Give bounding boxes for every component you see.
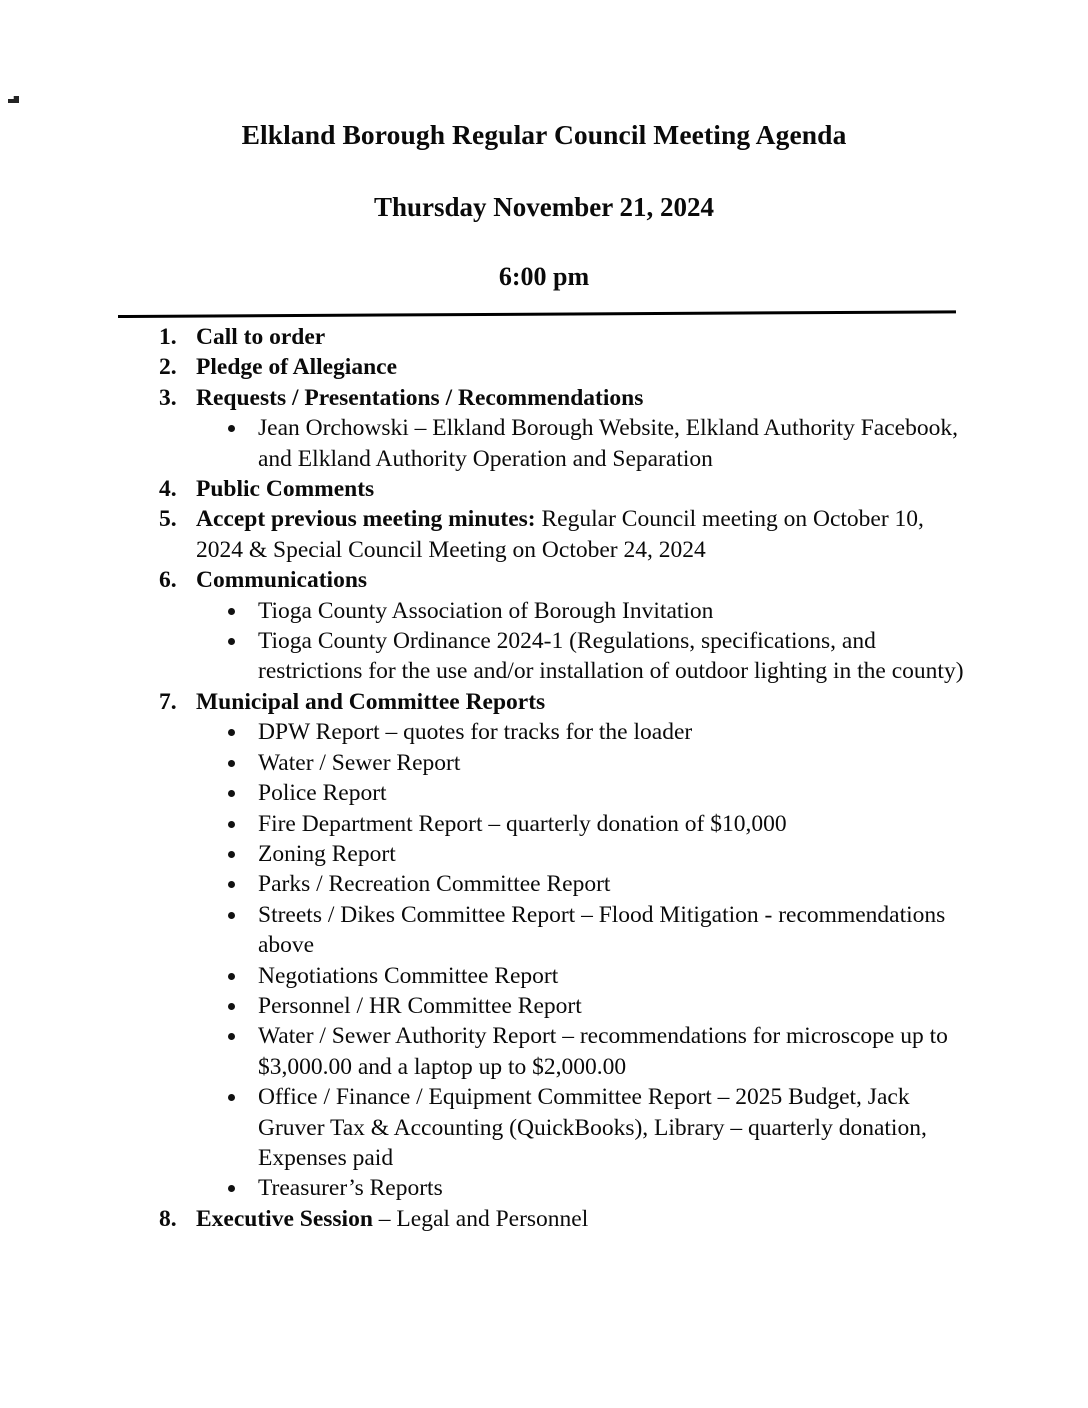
agenda-subitem <box>196 626 1088 687</box>
agenda-subitem <box>196 1173 1088 1203</box>
agenda-subitem-text: Office / Finance / Equipment Committee Report – 2025 Budget, Jack Gruver Tax & Accounting (QuickBooks), Library – quarterly donation, Expenses paid <box>258 1084 927 1171</box>
agenda-subitem <box>196 717 1088 747</box>
bullet-icon <box>228 821 235 828</box>
agenda-item <box>0 504 1088 565</box>
agenda-item <box>0 352 1088 382</box>
agenda-item-text <box>196 383 1088 413</box>
agenda-subitem-list <box>196 596 1088 687</box>
agenda-item <box>0 474 1088 504</box>
agenda-item-heading: Public Comments <box>196 476 375 503</box>
agenda-item <box>0 322 1088 352</box>
agenda-item <box>0 687 1088 1204</box>
document-header <box>0 0 1088 293</box>
bullet-icon <box>228 912 235 919</box>
agenda-subitem <box>196 809 1088 839</box>
bullet-icon <box>228 790 235 797</box>
bullet-icon <box>228 973 235 980</box>
agenda-item-list <box>0 322 1088 1234</box>
agenda-item-text <box>196 687 1088 717</box>
agenda-item-heading: Requests / Presentations / Recommendations <box>196 384 644 411</box>
agenda-item-number: 5. <box>159 506 177 533</box>
bullet-icon <box>228 1033 235 1040</box>
agenda-item-number: 7. <box>159 688 177 715</box>
agenda-item-number: 8. <box>159 1205 177 1232</box>
page-title: Elkland Borough Regular Council Meeting Agenda <box>241 119 847 150</box>
agenda-subitem-text: Tioga County Ordinance 2024-1 (Regulations, specifications, and restrictions for the use and/or installation of outdoor lighting in the county) <box>258 628 964 685</box>
agenda-subitem <box>196 748 1088 778</box>
agenda-subitem-text: Fire Department Report – quarterly donation of $10,000 <box>258 810 787 837</box>
agenda-subitem-list <box>196 717 1088 1204</box>
agenda-item-number: 4. <box>159 476 177 503</box>
agenda-item-detail: Regular Council meeting on October 10, 2024 & Special Council Meeting on October 24, 2024 <box>196 506 924 563</box>
bullet-icon <box>228 425 235 432</box>
bullet-icon <box>228 729 235 736</box>
agenda-item-heading: Executive Session <box>196 1205 373 1232</box>
agenda-subitem-text: Personnel / HR Committee Report <box>258 992 582 1019</box>
bullet-icon <box>228 608 235 615</box>
agenda-item <box>0 565 1088 687</box>
agenda-subitem <box>196 596 1088 626</box>
agenda-subitem <box>196 839 1088 869</box>
agenda-item <box>0 1204 1088 1234</box>
agenda-item-number: 6. <box>159 567 177 594</box>
agenda-subitem-list <box>196 413 1088 474</box>
agenda-subitem-text: Police Report <box>258 780 387 807</box>
agenda-subitem <box>196 413 1088 474</box>
agenda-body <box>0 322 1088 1234</box>
agenda-subitem-text: Zoning Report <box>258 840 396 867</box>
agenda-subitem-text: Negotiations Committee Report <box>258 962 559 989</box>
bullet-icon <box>228 1003 235 1010</box>
bullet-icon <box>228 760 235 767</box>
bullet-icon <box>228 1094 235 1101</box>
agenda-item-number: 1. <box>159 324 177 350</box>
agenda-subitem-text: Streets / Dikes Committee Report – Flood Mitigation - recommendations above <box>258 901 946 959</box>
bullet-icon <box>228 881 235 888</box>
agenda-item-text <box>196 352 1088 382</box>
meeting-date: Thursday November 21, 2024 <box>373 192 715 222</box>
bullet-icon <box>228 638 235 645</box>
agenda-subitem <box>196 991 1088 1021</box>
agenda-item-number: 2. <box>159 354 177 381</box>
agenda-item-number: 3. <box>159 384 177 411</box>
agenda-subitem <box>196 1021 1088 1082</box>
agenda-subitem-text: Jean Orchowski – Elkland Borough Website, Elkland Authority Facebook, and Elkland Authority Operation and Separation <box>258 415 958 472</box>
meeting-time: 6:00 pm <box>498 262 590 292</box>
agenda-subitem <box>196 961 1088 991</box>
agenda-subitem <box>196 778 1088 808</box>
agenda-subitem-text: Tioga County Association of Borough Invitation <box>258 597 714 624</box>
agenda-item <box>0 383 1088 474</box>
agenda-subitem-text: Treasurer’s Reports <box>258 1175 443 1202</box>
bullet-icon <box>228 851 235 858</box>
agenda-item-text <box>196 565 1088 595</box>
bullet-icon <box>228 1185 235 1192</box>
agenda-item-heading: Accept previous meeting minutes: <box>196 506 536 533</box>
agenda-subitem <box>196 1082 1088 1173</box>
agenda-item-heading: Call to order <box>196 324 326 350</box>
agenda-item-heading: Pledge of Allegiance <box>196 354 398 381</box>
horizontal-rule <box>118 310 956 317</box>
agenda-subitem-text: DPW Report – quotes for tracks for the loader <box>258 719 693 746</box>
agenda-item-detail: – Legal and Personnel <box>372 1205 589 1232</box>
agenda-item-text <box>196 1204 1088 1234</box>
agenda-subitem <box>196 869 1088 899</box>
agenda-subitem <box>196 900 1088 961</box>
agenda-subitem-text: Parks / Recreation Committee Report <box>258 871 611 898</box>
agenda-subitem-text: Water / Sewer Authority Report – recommendations for microscope up to $3,000.00 and a laptop up to $2,000.00 <box>258 1023 948 1080</box>
agenda-item-heading: Communications <box>196 567 368 594</box>
agenda-item-text <box>196 504 1088 565</box>
agenda-subitem-text: Water / Sewer Report <box>258 749 461 776</box>
agenda-item-heading: Municipal and Committee Reports <box>196 688 546 715</box>
agenda-item-text <box>196 474 1088 504</box>
agenda-item-text <box>196 322 1088 352</box>
